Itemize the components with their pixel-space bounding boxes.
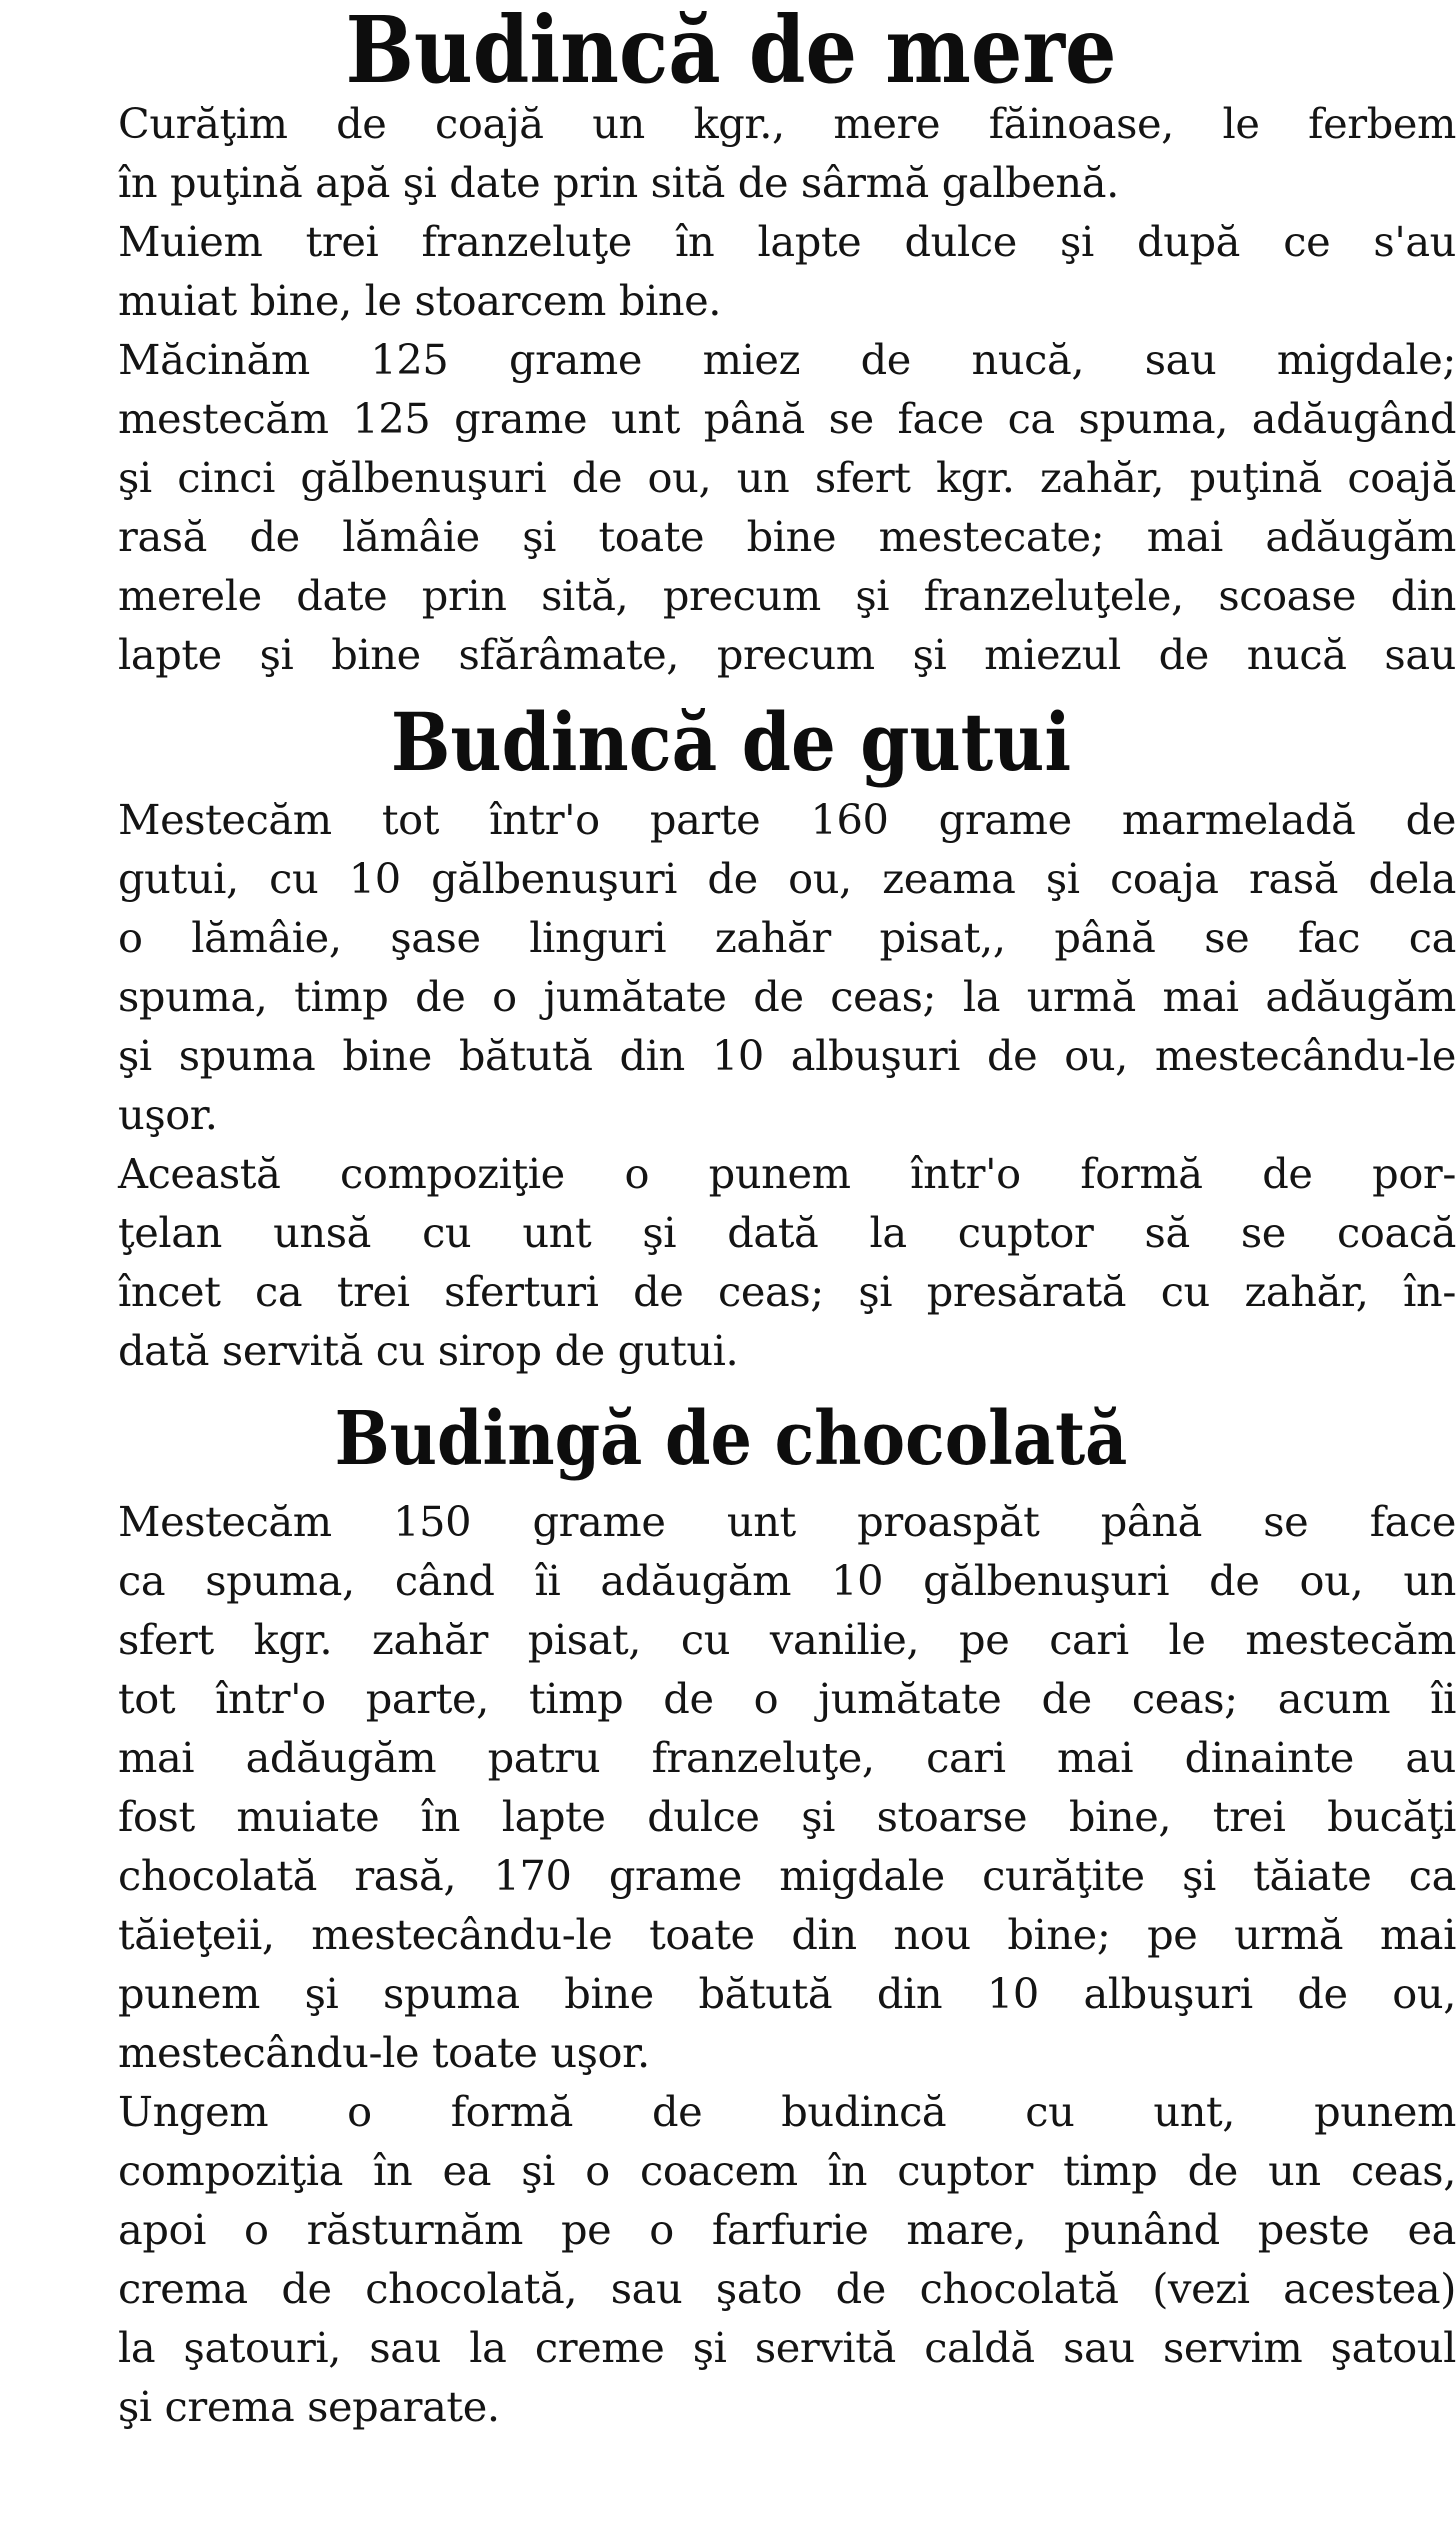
- text-line: o lămâie, şase linguri zahăr pisat,, până se fac ca: [118, 913, 1456, 962]
- paragraph: [6, 2082, 1456, 2436]
- recipe-title-apple-pudding: Budincă de mere: [345, 0, 1117, 104]
- text-line: sfert kgr. zahăr pisat, cu vanilie, pe cari le mestecăm: [118, 1615, 1456, 1664]
- text-line: muiat bine, le stoarcem bine.: [118, 276, 722, 325]
- text-line: în puţină apă şi date prin sită de sârmă galbenă.: [118, 158, 1119, 207]
- recipe-apple-pudding: [6, 94, 1456, 684]
- text-line: tot într'o parte, timp de o jumătate de ceas; acum îi: [118, 1674, 1456, 1723]
- text-line: rasă de lămâie şi toate bine mestecate; mai adăugăm: [118, 512, 1456, 561]
- text-line: chocolată rasă, 170 grame migdale curăţite şi tăiate ca: [118, 1851, 1456, 1900]
- recipe-quince-pudding: [6, 790, 1456, 1380]
- text-line: fost muiate în lapte dulce şi stoarse bine, trei bucăţi: [118, 1792, 1456, 1841]
- text-line: punem şi spuma bine bătută din 10 albuşuri de ou,: [118, 1969, 1456, 2018]
- text-line: încet ca trei sferturi de ceas; şi presărată cu zahăr, în-: [118, 1267, 1456, 1316]
- recipe-title-chocolate-pudding: Budingă de chocolată: [334, 1396, 1128, 1482]
- text-line: gutui, cu 10 gălbenuşuri de ou, zeama şi coaja rasă dela: [118, 854, 1456, 903]
- text-line: spuma, timp de o jumătate de ceas; la urmă mai adăugăm: [118, 972, 1456, 1021]
- text-line: Această compoziţie o punem într'o formă de por-: [118, 1149, 1456, 1198]
- paragraph: [6, 790, 1456, 1144]
- text-line: merele date prin sită, precum şi franzeluţele, scoase din: [118, 571, 1456, 620]
- text-line: ca spuma, când îi adăugăm 10 gălbenuşuri de ou, un: [118, 1556, 1456, 1605]
- text-line: şi spuma bine bătută din 10 albuşuri de ou, mestecându-le: [118, 1031, 1456, 1080]
- text-line: mai adăugăm patru franzeluţe, cari mai dinainte au: [118, 1733, 1456, 1782]
- text-line: lapte şi bine sfărâmate, precum şi miezul de nucă sau: [118, 630, 1456, 679]
- text-line: mestecăm 125 grame unt până se face ca spuma, adăugând: [118, 394, 1456, 443]
- text-line: şi cinci gălbenuşuri de ou, un sfert kgr. zahăr, puţină coajă: [118, 453, 1456, 502]
- text-line: Mestecăm tot într'o parte 160 grame marmeladă de: [118, 795, 1456, 844]
- text-line: mestecându-le toate uşor.: [118, 2028, 650, 2077]
- recipe-title-quince-pudding: Budincă de gutui: [390, 695, 1072, 789]
- text-line: apoi o răsturnăm pe o farfurie mare, punând peste ea: [118, 2205, 1456, 2254]
- paragraph: [6, 94, 1456, 212]
- recipe-chocolate-pudding: [6, 1492, 1456, 2436]
- text-line: ţelan unsă cu unt şi dată la cuptor să se coacă: [118, 1208, 1456, 1257]
- text-line: dată servită cu sirop de gutui.: [118, 1326, 739, 1375]
- text-line: crema de chocolată, sau şato de chocolată (vezi acestea): [118, 2264, 1456, 2313]
- text-line: uşor.: [118, 1090, 218, 1139]
- paragraph: [6, 1144, 1456, 1380]
- text-line: la şatouri, sau la creme şi servită caldă sau servim şatoul: [118, 2323, 1456, 2372]
- paragraph: [6, 330, 1456, 684]
- text-line: şi crema separate.: [118, 2382, 500, 2431]
- text-line: Curăţim de coajă un kgr., mere făinoase, le ferbem: [118, 99, 1456, 148]
- text-line: tăieţeii, mestecându-le toate din nou bine; pe urmă mai: [118, 1910, 1456, 1959]
- text-line: compoziţia în ea şi o coacem în cuptor timp de un ceas,: [118, 2146, 1456, 2195]
- paragraph: [6, 212, 1456, 330]
- paragraph: [6, 1492, 1456, 2082]
- text-line: Mestecăm 150 grame unt proaspăt până se face: [118, 1497, 1456, 1546]
- text-line: Ungem o formă de budincă cu unt, punem: [118, 2087, 1456, 2136]
- text-line: Muiem trei franzeluţe în lapte dulce şi după ce s'au: [118, 217, 1456, 266]
- text-line: Măcinăm 125 grame miez de nucă, sau migdale;: [118, 335, 1456, 384]
